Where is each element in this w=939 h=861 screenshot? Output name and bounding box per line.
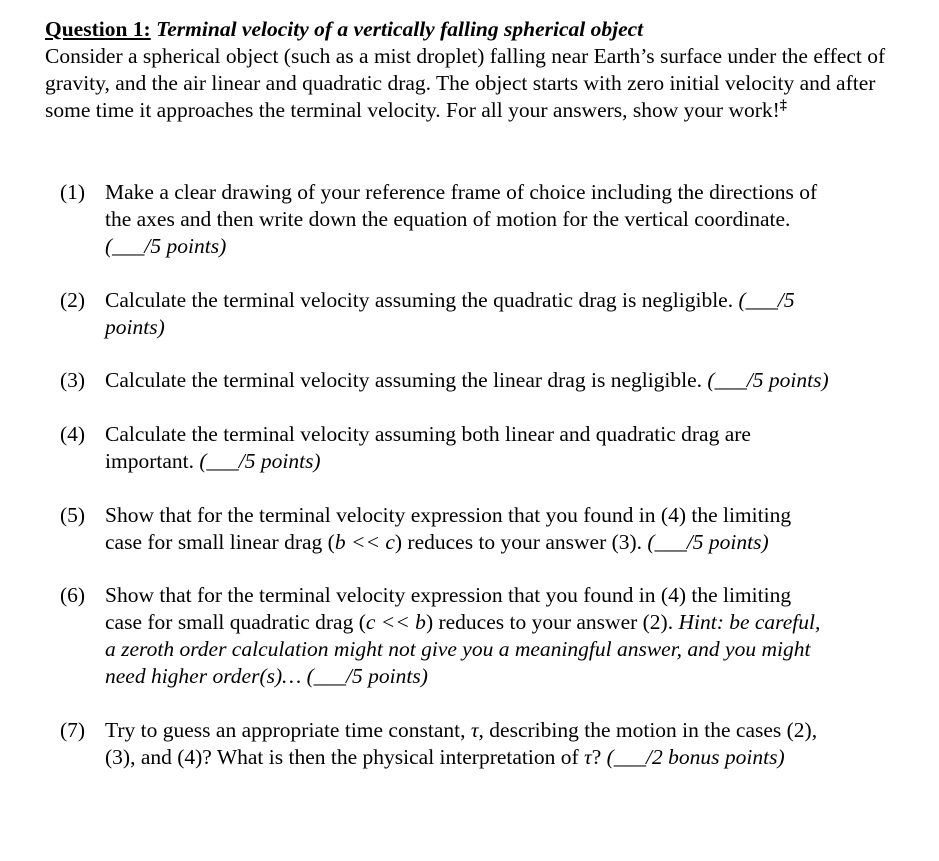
- question-title: [45, 16, 925, 43]
- hint-line: a zeroth order calculation might not give you a meaningful answer, and you might: [105, 637, 811, 661]
- sub-question-number: (5): [60, 503, 86, 527]
- sub-question-1: [60, 179, 910, 260]
- sub-question-number: (1): [60, 180, 86, 204]
- hint-text: Hint: be careful,: [678, 610, 821, 634]
- sub-question-4: [60, 421, 910, 475]
- sub-question-number: (4): [60, 422, 86, 446]
- hint-line: need higher order(s)…: [105, 664, 302, 688]
- sub-question-line: Show that for the terminal velocity expression that you found in (4) the limiting: [105, 503, 792, 527]
- points-blank-continued: points): [105, 315, 165, 339]
- sub-question-text: Calculate the terminal velocity assuming the linear drag is negligible.: [105, 368, 703, 392]
- sub-question-number: (6): [60, 583, 86, 607]
- points-blank: (___/5 points): [647, 530, 769, 554]
- sub-question-number: (3): [60, 368, 86, 392]
- sub-question-text: Calculate the terminal velocity assuming the quadratic drag is negligible.: [105, 288, 734, 312]
- sub-question-7: [60, 717, 910, 771]
- question-page: [45, 16, 925, 124]
- tau-symbol: τ: [470, 718, 479, 742]
- sub-question-line: case for small quadratic drag (: [105, 610, 366, 634]
- sub-question-number: (2): [60, 288, 86, 312]
- sub-question-line: Make a clear drawing of your reference frame of choice including the directions of: [105, 180, 818, 204]
- limit-condition: b << c: [334, 530, 395, 554]
- sub-question-line: (3), and (4)? What is then the physical interpretation of: [105, 745, 579, 769]
- sub-question-6: [60, 582, 910, 690]
- points-blank: (___/5 points): [707, 368, 829, 392]
- sub-question-line: Calculate the terminal velocity assuming both linear and quadratic drag are: [105, 422, 751, 446]
- sub-question-line: case for small linear drag (: [105, 530, 335, 554]
- sub-question-line: Show that for the terminal velocity expression that you found in (4) the limiting: [105, 583, 792, 607]
- footnote-mark: ‡: [779, 97, 787, 113]
- sub-question-line: important.: [105, 449, 194, 473]
- question-number: Question 1:: [45, 17, 151, 41]
- sub-question-2: [60, 287, 910, 341]
- question-title-text: Terminal velocity of a vertically falling spherical object: [156, 17, 644, 41]
- sub-question-line: ) reduces to your answer (3).: [394, 530, 643, 554]
- intro-text: Consider a spherical object (such as a mist droplet) falling near Earth’s surface under the effect of gravity, and the air linear and quadratic drag. The object starts with zero initial velocity and after some time it approaches the terminal velocity. For all your answers, show your work!: [45, 44, 886, 122]
- limit-condition: c << b: [365, 610, 426, 634]
- tau-symbol: τ: [584, 745, 592, 769]
- question-intro: [45, 43, 925, 124]
- points-blank: (___/5 points): [105, 234, 227, 258]
- sub-question-number: (7): [60, 718, 86, 742]
- sub-question-line: ?: [591, 745, 602, 769]
- sub-question-line: the axes and then write down the equation of motion for the vertical coordinate.: [105, 207, 791, 231]
- sub-question-line: ) reduces to your answer (2).: [425, 610, 674, 634]
- sub-question-line: Try to guess an appropriate time constant,: [105, 718, 466, 742]
- points-blank: (___/2 bonus points): [606, 745, 785, 769]
- points-blank: (___/5 points): [306, 664, 428, 688]
- sub-question-3: [60, 367, 910, 394]
- points-blank: (___/5 points): [199, 449, 321, 473]
- sub-question-5: [60, 502, 910, 556]
- sub-question-line: , describing the motion in the cases (2),: [478, 718, 818, 742]
- points-blank: (___/5: [738, 288, 795, 312]
